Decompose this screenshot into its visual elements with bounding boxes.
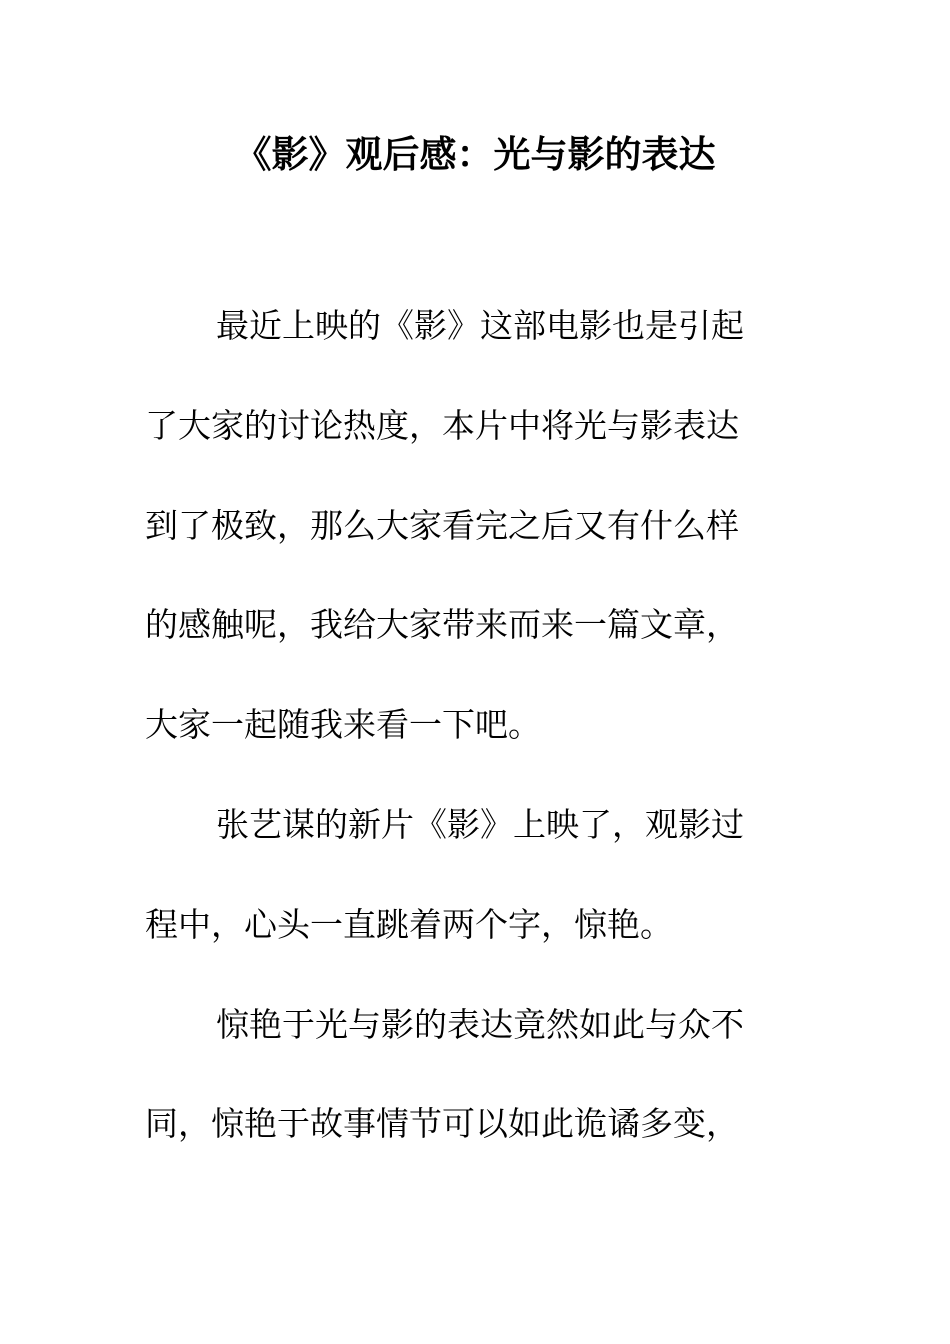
paragraph-2-line-2: 程中，心头一直跳着两个字，惊艳。 xyxy=(145,904,673,944)
paragraph-1-line-2: 了大家的讨论热度，本片中将光与影表达 xyxy=(145,405,739,445)
document-body xyxy=(145,300,785,1198)
paragraph-2-line-1: 张艺谋的新片《影》上映了，观影过 xyxy=(216,804,744,844)
paragraph-3-line-2: 同，惊艳于故事情节可以如此诡谲多变， xyxy=(145,1104,739,1144)
paragraph-1-line-5: 大家一起随我来看一下吧。 xyxy=(145,705,541,745)
paragraph-1-line-4: 的感触呢，我给大家带来而来一篇文章， xyxy=(145,605,739,645)
paragraph-3-line-1: 惊艳于光与影的表达竟然如此与众不 xyxy=(216,1004,744,1044)
document-title: 《影》观后感：光与影的表达 xyxy=(234,132,716,176)
paragraph-1-line-3: 到了极致，那么大家看完之后又有什么样 xyxy=(145,505,739,545)
paragraph-1-line-1: 最近上映的《影》这部电影也是引起 xyxy=(216,306,744,345)
